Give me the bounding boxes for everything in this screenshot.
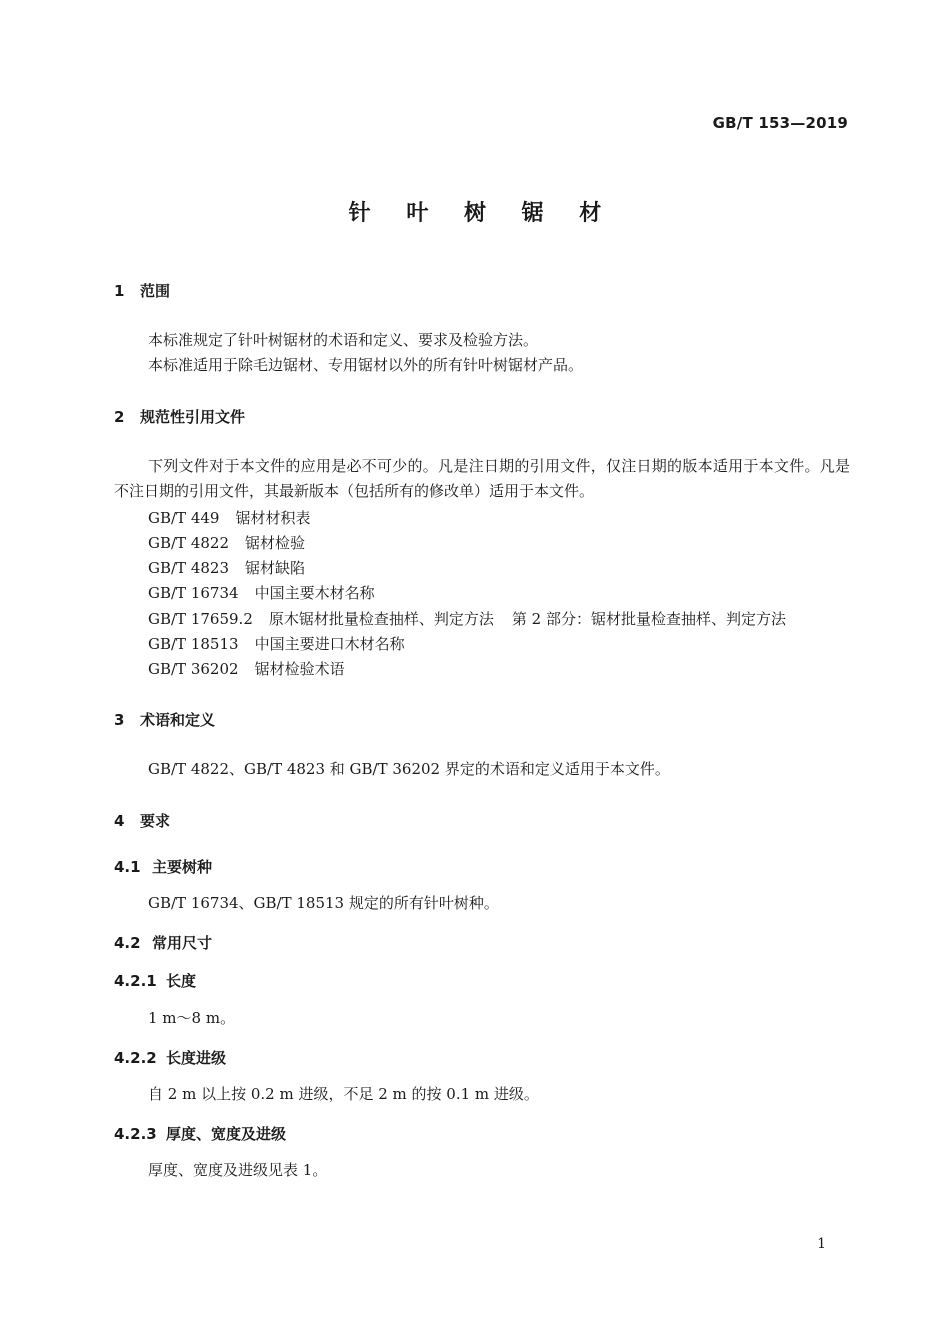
section-title: 规范性引用文件: [140, 408, 246, 426]
section-title: 要求: [140, 812, 171, 830]
section-1-heading: [114, 280, 170, 301]
section-number: 4.1: [114, 858, 141, 876]
section-title: 常用尺寸: [152, 934, 213, 952]
reference-name: 锯材检验术语: [254, 660, 345, 678]
reference-item: [148, 608, 786, 629]
section-4-2-3-heading: [114, 1123, 286, 1144]
reference-name: 锯材材积表: [235, 509, 311, 527]
section-title: 长度进级: [166, 1049, 227, 1067]
reference-code: GB/T 36202: [148, 660, 239, 678]
reference-item: [148, 507, 310, 528]
reference-name: 锯材缺陷: [245, 559, 306, 577]
section-title: 厚度、宽度及进级: [166, 1125, 287, 1143]
section-2-heading: [114, 406, 245, 427]
section-1-paragraph-1: 本标准规定了针叶树锯材的术语和定义、要求及检验方法。: [148, 331, 539, 349]
reference-name: 中国主要进口木材名称: [254, 635, 405, 653]
section-number: 4.2.3: [114, 1125, 157, 1143]
section-4-1-paragraph: GB/T 16734、GB/T 18513 规定的所有针叶树种。: [148, 894, 499, 912]
section-number: 1: [114, 282, 125, 300]
section-4-2-1-paragraph: 1 m～8 m。: [148, 1009, 236, 1027]
reference-name: 中国主要木材名称: [254, 584, 375, 602]
section-2-intro: 下列文件对于本文件的应用是必不可少的。凡是注日期的引用文件，仅注日期的版本适用于本文件。凡是不注日期的引用文件，其最新版本（包括所有的修改单）适用于本文件。: [114, 457, 850, 500]
section-3-heading: [114, 709, 215, 730]
reference-item: [148, 582, 375, 603]
page-number: 1: [817, 1236, 826, 1252]
reference-code: GB/T 449: [148, 509, 220, 527]
reference-code: GB/T 18513: [148, 635, 239, 653]
reference-item: [148, 658, 345, 679]
section-1-paragraph-2: 本标准适用于除毛边锯材、专用锯材以外的所有针叶树锯材产品。: [148, 356, 584, 374]
section-3-paragraph: GB/T 4822、GB/T 4823 和 GB/T 36202 界定的术语和定义适用于本文件。: [148, 760, 670, 778]
reference-code: GB/T 16734: [148, 584, 239, 602]
section-title: 长度: [166, 972, 197, 990]
section-title: 术语和定义: [140, 711, 216, 729]
reference-name: 原木锯材批量检查抽样、判定方法: [268, 610, 494, 628]
reference-part: 第 2 部分：锯材批量检查抽样、判定方法: [511, 610, 786, 628]
reference-item: [148, 633, 405, 654]
section-number: 4.2.2: [114, 1049, 157, 1067]
section-4-2-heading: [114, 932, 212, 953]
section-4-1-heading: [114, 856, 212, 877]
reference-item: [148, 532, 305, 553]
section-4-2-2-heading: [114, 1047, 226, 1068]
section-number: 4.2.1: [114, 972, 157, 990]
section-4-2-3-paragraph: 厚度、宽度及进级见表 1。: [148, 1161, 328, 1179]
section-title: 主要树种: [152, 858, 213, 876]
reference-name: 锯材检验: [245, 534, 306, 552]
section-title: 范围: [140, 282, 171, 300]
section-number: 4.2: [114, 934, 141, 952]
section-number: 3: [114, 711, 125, 729]
reference-code: GB/T 4823: [148, 559, 230, 577]
reference-code: GB/T 4822: [148, 534, 230, 552]
section-number: 4: [114, 812, 125, 830]
section-number: 2: [114, 408, 125, 426]
document-title: 针 叶 树 锯 材: [348, 201, 616, 226]
section-4-heading: [114, 810, 170, 831]
section-4-2-2-paragraph: 自 2 m 以上按 0.2 m 进级，不足 2 m 的按 0.1 m 进级。: [148, 1085, 539, 1103]
standard-code: GB/T 153—2019: [712, 114, 848, 132]
reference-item: [148, 557, 305, 578]
section-4-2-1-heading: [114, 970, 196, 991]
reference-code: GB/T 17659.2: [148, 610, 253, 628]
